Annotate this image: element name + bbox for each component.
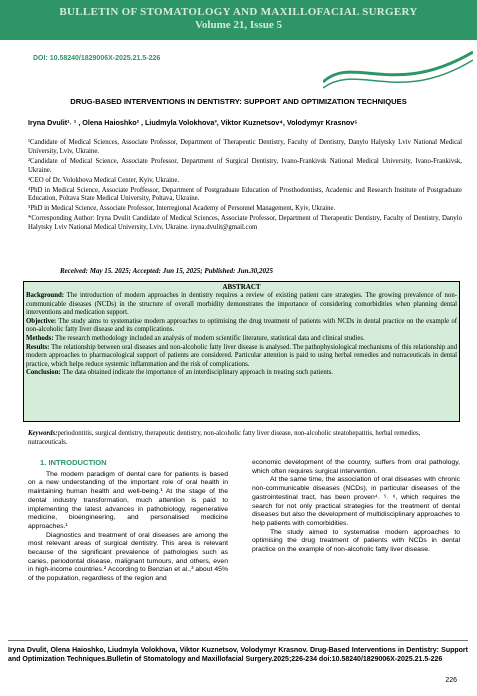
background-label: Background:	[26, 292, 65, 299]
journal-name: BULLETIN OF STOMATOLOGY AND MAXILLOFACIAL SURGERY	[59, 6, 418, 18]
abstract-methods	[24, 335, 459, 344]
journal-volume: Volume 21, Issue 5	[195, 19, 282, 31]
background-text: The introduction of modern approaches in dentistry requires a review of existing patient care strategies. The growing prevalence of non-communicable diseases (NCDs) in the structure of overall morbidity demonstrates the importance of considering comorbidities when planning dental interventions and medication support.	[26, 292, 457, 317]
intro-paragraph-2: Diagnostics and treatment of oral diseases are among the most relevant areas of surgical dentistry. This area is relevant because of the significant prevalence of pathologies such as caries, periodontal disease, malignant tumours, and others, even in high-income countries.² According to Benzian et al.,³ about 45% of the population, regardless of the region and	[28, 531, 228, 583]
keywords-text: periodontitis, surgical dentistry, therapeutic dentistry, non-alcoholic fatty liver disease, non-alcoholic steatohepatitis, herbal remedies, nutraceuticals.	[28, 430, 421, 446]
conclusion-text: The data obtained indicate the importance of an interdisciplinary approach in treating such patients.	[60, 369, 333, 377]
column-left	[28, 459, 228, 584]
intro-paragraph-3: economic development of the country, suffers from oral pathology, which often requires surgical intervention.	[252, 459, 460, 475]
page-number: 226	[445, 677, 457, 684]
footer-divider	[8, 640, 468, 641]
affiliation-4: ⁴PhD in Medical Science, Associate Proffessor, Department of Postgraduate Education of Prosthodontists, Academic and Research Institute of Postgraduate Education, Poltava State Medical University, Poltava, Ukraine.	[28, 186, 462, 203]
abstract-heading: ABSTRACT	[222, 283, 261, 291]
abstract-objective	[24, 318, 459, 335]
section-heading-introduction: 1. INTRODUCTION	[40, 458, 107, 467]
results-label: Results:	[26, 343, 50, 351]
abstract-results	[24, 344, 459, 370]
author-list: Iryna Dvulit¹˒ ¹ , Olena Haioshko² , Liudmyla Volokhova³, Viktor Kuznetsov⁴, Volodymyr Krasnov⁵	[28, 118, 358, 127]
affiliation-5: ⁵PhD in Medical Science, Associate Professor, Interregional Academy of Personnel Management, Kyiv, Ukraine.	[28, 205, 336, 213]
paper-title: DRUG-BASED INTERVENTIONS IN DENTISTRY: SUPPORT AND OPTIMIZATION TECHNIQUES	[70, 97, 407, 106]
publication-dates: Received: May 15. 2025; Accepted: Jun 15, 2025; Published: Jun.30,2025	[60, 267, 274, 275]
results-text: The relationship between oral diseases and non-alcoholic fatty liver disease is analysed. The pathophysiological mechanisms of this relationship and modern approaches to pharmacological support of patients are considered. Particular attention is paid to using herbal remedies and nutraceuticals in dental practice, which helps reduce systemic inflammation and the risk of complications.	[26, 343, 457, 368]
intro-paragraph-1: The modern paradigm of dental care for patients is based on a new understanding of the important role of oral health in maintaining human health and well-being.¹ At the stage of the dental industry transformation, much attention is paid to implementing the latest advances in pathobiology, regenerative medicine, bioengineering, and personalised medicine approaches.¹	[28, 470, 228, 530]
methods-label: Methods:	[26, 334, 54, 342]
methods-text: The research methodology included an analysis of modern scientific literature, statistical data and clinical studies.	[53, 334, 365, 342]
objective-label: Objective:	[26, 317, 57, 325]
affiliation-3: ³CEO of Dr. Volokhova Medical Center, Kyiv, Ukraine.	[28, 176, 180, 184]
citation-footer: Iryna Dvulit, Olena Haioshko, Liudmyla Volokhova, Viktor Kuznetsov, Volodymyr Krasnov. Drug-Based Interventions in Dentistry: Support and Optimization Techniques.Bulletin of Stomatology and Maxillofacial Surgery.2025;226-234 doi:10.58240/1829006X-2025.21.5-226	[8, 647, 468, 663]
keywords	[28, 430, 458, 447]
objective-text: The study aims to systematise modern approaches to optimising the drug treatment of patients with NCDs in dental practice on the example of non-alcoholic fatty liver disease and its complications.	[26, 317, 457, 334]
decorative-wave-icon	[323, 44, 473, 104]
abstract-conclusion	[24, 369, 459, 378]
keywords-label: Keywords:	[28, 430, 58, 437]
doi-link[interactable]: DOI: 10.58240/1829006X-2025.21.5-226	[33, 55, 161, 62]
intro-paragraph-4: At the same time, the association of oral diseases with chronic non-communicable diseases (NCDs), in particular diseases of the gastrointestinal tract, has been proven⁴˒ ⁵˒ ⁶, which requires the search for not only practical strategies for the treatment of dental diseases but also the development of multidisciplinary approaches to help patients with comorbidities.	[252, 476, 460, 527]
conclusion-label: Conclusion:	[26, 369, 61, 377]
corresponding-author: *Corresponding Author: Iryna Dvulit Candidate of Medical Sciences, Associate Professor, Department of Therapeutic Dentistry, Faculty of Dentistry, Danylo Halytsky Lviv National Medical University, Lviv, Ukraine. iryna.dvulit@gmail.com	[28, 215, 462, 232]
affiliation-2: ²Candidate of Medical Science, Associate Professor, Department of Surgical Dentistry, Ivano-Frankivsk National Medical University, Ivano-Frankivsk, Ukraine.	[28, 157, 462, 174]
column-right	[252, 459, 460, 555]
intro-paragraph-5: The study aimed to systematise modern approaches to optimising the drug treatment of patients with NCDs in dental practice on the example of non-alcoholic fatty liver disease.	[252, 528, 460, 554]
abstract-background	[24, 292, 459, 318]
affiliations	[28, 139, 462, 234]
affiliation-1: ¹Candidate of Medical Sciences, Associate Professor, Department of Therapeutic Dentistry, Faculty of Dentistry, Danylo Halytsky Lviv National Medical University, Lviv, Ukraine.	[28, 139, 462, 155]
abstract-box	[23, 281, 460, 422]
journal-banner	[0, 0, 477, 40]
